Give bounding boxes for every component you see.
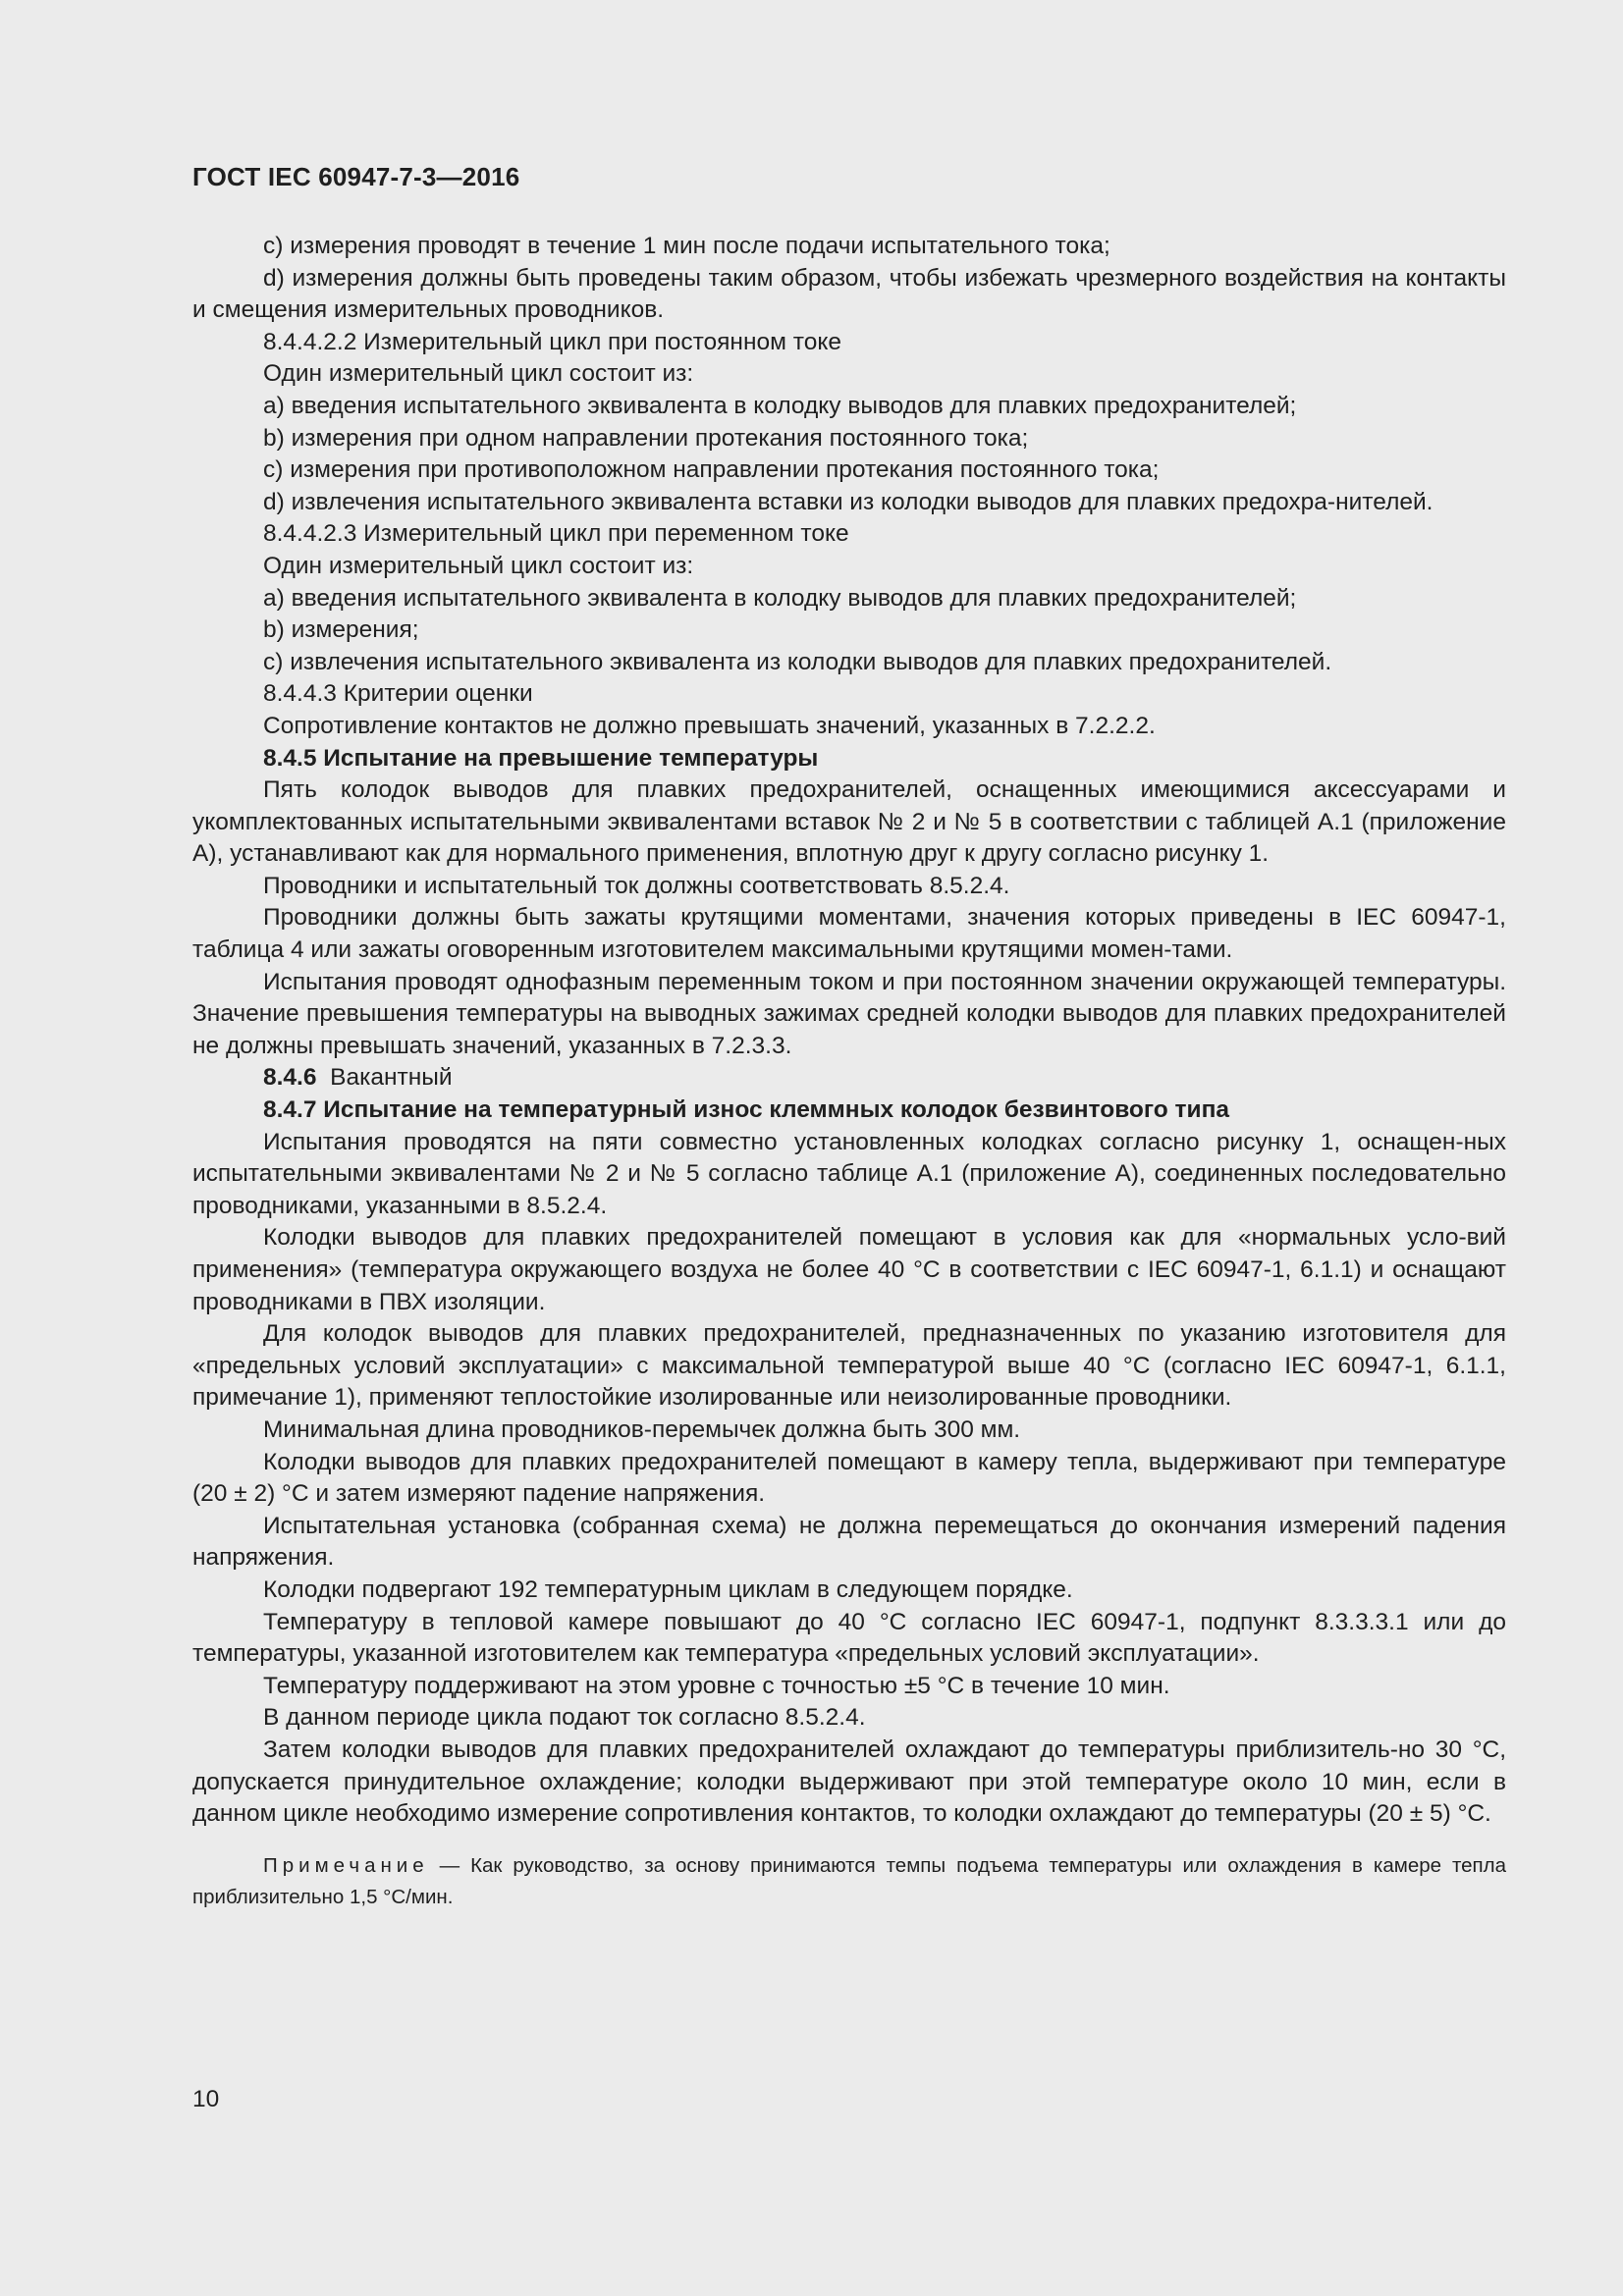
section-number: 8.4.6 (263, 1064, 317, 1092)
paragraph: Проводники должны быть зажаты крутящими моментами, значения которых приведены в IEC 60947-1, таблица 4 или зажаты оговоренным изготовителем максимальными крутящими момен-тами. (192, 904, 1506, 964)
paragraph: Проводники и испытательный ток должны соответствовать 8.5.2.4. (263, 872, 1010, 899)
paragraph: Сопротивление контактов не должно превышать значений, указанных в 7.2.2.2. (263, 712, 1156, 739)
subsection-heading: 8.4.4.3 Критерии оценки (263, 680, 533, 708)
document-body (192, 231, 1506, 1914)
section-title: Вакантный (330, 1064, 453, 1092)
list-item: c) извлечения испытательного эквивалента из колодки выводов для плавких предохранителей. (263, 648, 1332, 675)
paragraph: Один измерительный цикл состоит из: (263, 552, 694, 579)
list-item: a) введения испытательного эквивалента в колодку выводов для плавких предохранителей; (263, 584, 1297, 612)
list-item: a) введения испытательного эквивалента в колодку выводов для плавких предохранителей; (263, 392, 1297, 419)
section-heading: 8.4.5 Испытание на превышение температуры (263, 744, 819, 772)
paragraph: c) измерения проводят в течение 1 мин после подачи испытательного тока; (263, 233, 1110, 259)
subsection-heading: 8.4.4.2.2 Измерительный цикл при постоянном токе (263, 328, 841, 355)
note-text: — Как руководство, за основу принимаются темпы подъема температуры или охлаждения в камере тепла приблизительно 1,5 °С/мин. (192, 1853, 1506, 1909)
paragraph: Колодки выводов для плавких предохранителей помещают в камеру тепла, выдерживают при температуре (20 ± 2) °С и затем измеряют падение напряжения. (192, 1448, 1506, 1508)
paragraph: Температуру в тепловой камере повышают до 40 °С согласно IEC 60947-1, подпункт 8.3.3.3.1 или до температуры, указанной изготовителем как температура «предельных условий эксплуатации». (192, 1608, 1506, 1668)
paragraph: Испытания проводят однофазным переменным током и при постоянном значении окружающей температуры. Значение превышения температуры на выводных зажимах средней колодки выводов для плавких предохранителей не должны превышать значений, указанных в 7.2.3.3. (192, 968, 1506, 1059)
paragraph: d) измерения должны быть проведены таким образом, чтобы избежать чрезмерного воздействия на контакты и смещения измерительных проводников. (192, 264, 1506, 324)
subsection-heading: 8.4.4.2.3 Измерительный цикл при переменном токе (263, 520, 849, 548)
paragraph: Пять колодок выводов для плавких предохранителей, оснащенных имеющимися аксессуарами и укомплектованных испытательными эквивалентами вставок № 2 и № 5 в соответствии с таблицей А.1 (приложение А), устанавливают как для нормального применения, вплотную друг к другу согласно рисунку 1. (192, 776, 1506, 868)
paragraph: Колодки выводов для плавких предохранителей помещают в условия как для «нормальных усло-вий применения» (температура окружающего воздуха не более 40 °С в соответствии с IEC 60947-1, 6.1.1) и оснащают проводниками в ПВХ изоляции. (192, 1224, 1506, 1315)
page-number: 10 (192, 2086, 220, 2112)
paragraph: Для колодок выводов для плавких предохранителей, предназначенных по указанию изготовителя для «предельных условий эксплуатации» с максимальной температурой выше 40 °С (согласно IEC 60947-1, 6.1.1, примечание 1), применяют теплостойкие изолированные или неизолированные проводники. (192, 1320, 1506, 1412)
section-heading: 8.4.7 Испытание на температурный износ клеммных колодок безвинтового типа (263, 1096, 1230, 1124)
paragraph: Температуру поддерживают на этом уровне с точностью ±5 °С в течение 10 мин. (263, 1672, 1170, 1699)
list-item: b) измерения; (263, 616, 419, 644)
paragraph: Испытательная установка (собранная схема) не должна перемещаться до окончания измерений падения напряжения. (192, 1512, 1506, 1572)
section-heading (192, 1062, 1506, 1095)
paragraph: В данном периоде цикла подают ток согласно 8.5.2.4. (263, 1704, 866, 1732)
paragraph: Один измерительный цикл состоит из: (263, 360, 694, 388)
note-label: Примечание (263, 1853, 429, 1877)
list-item: b) измерения при одном направлении протекания постоянного тока; (263, 424, 1029, 452)
paragraph: Затем колодки выводов для плавких предохранителей охлаждают до температуры приблизитель-но 30 °С, допускается принудительное охлаждение; колодки выдерживают при этой температуре около 10 мин, если в данном цикле необходимо измерение сопротивления контактов, то колодки охлаждают до температуры (20 ± 5) °С. (192, 1735, 1506, 1828)
paragraph: Колодки подвергают 192 температурным циклам в следующем порядке. (263, 1575, 1073, 1603)
paragraph: Минимальная длина проводников-перемычек должна быть 300 мм. (263, 1415, 1021, 1443)
note (192, 1850, 1506, 1914)
list-item: d) извлечения испытательного эквивалента вставки из колодки выводов для плавких предохра-нителей. (263, 488, 1434, 515)
document-header: ГОСТ IEC 60947-7-3—2016 (192, 162, 520, 191)
paragraph: Испытания проводятся на пяти совместно установленных колодках согласно рисунку 1, оснащен-ных испытательными эквивалентами № 2 и № 5 согласно таблице А.1 (приложение А), соединенных последовательно проводниками, указанными в 8.5.2.4. (192, 1128, 1506, 1219)
list-item: c) измерения при противоположном направлении протекания постоянного тока; (263, 456, 1160, 484)
